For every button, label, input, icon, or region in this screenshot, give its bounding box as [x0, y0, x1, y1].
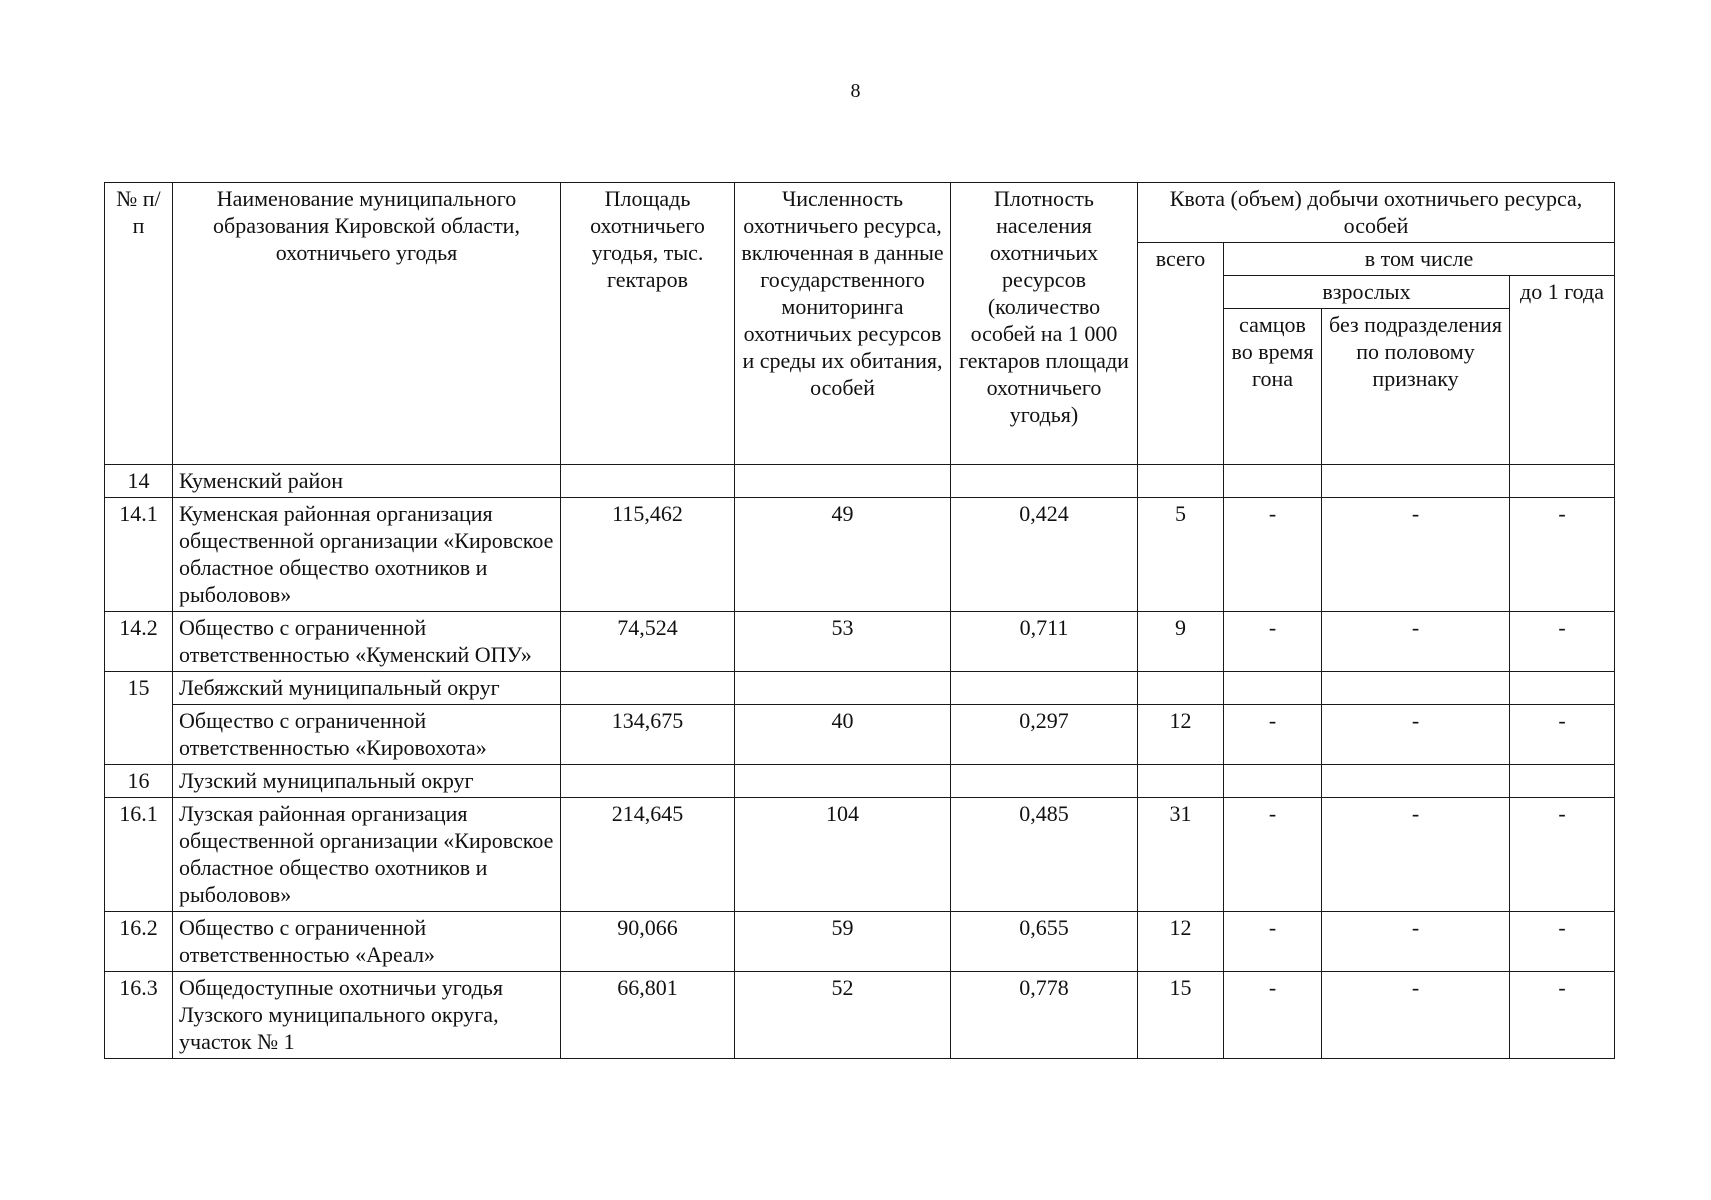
row-name: Общедоступные охотничьи угодья Лузского муниципального округа, участок № 1 [173, 972, 561, 1059]
row-area [561, 765, 735, 798]
header-males: самцов во время гона [1224, 309, 1322, 465]
header-name: Наименование муниципального образования Кировской области, охотничьего угодья [173, 183, 561, 465]
table-row [105, 765, 1615, 798]
row-males: - [1224, 498, 1322, 612]
row-nosex [1322, 465, 1510, 498]
row-name: Общество с ограниченной ответственностью «Куменский ОПУ» [173, 612, 561, 672]
row-nosex: - [1322, 498, 1510, 612]
row-under1 [1510, 765, 1615, 798]
row-density: 0,778 [951, 972, 1138, 1059]
row-nosex: - [1322, 972, 1510, 1059]
table-header [105, 183, 1615, 465]
header-nosex: без подразделения по половому признаку [1322, 309, 1510, 465]
row-population: 40 [735, 705, 951, 765]
row-nosex: - [1322, 612, 1510, 672]
row-under1 [1510, 465, 1615, 498]
row-total: 15 [1138, 972, 1224, 1059]
row-under1: - [1510, 798, 1615, 912]
row-total: 31 [1138, 798, 1224, 912]
header-num: № п/п [105, 183, 173, 465]
table-row [105, 972, 1615, 1059]
row-population [735, 672, 951, 705]
row-under1 [1510, 672, 1615, 705]
row-males: - [1224, 798, 1322, 912]
row-density [951, 465, 1138, 498]
row-area: 115,462 [561, 498, 735, 612]
row-area: 214,645 [561, 798, 735, 912]
row-nosex [1322, 765, 1510, 798]
row-total [1138, 765, 1224, 798]
row-num: 14.1 [105, 498, 173, 612]
row-under1: - [1510, 612, 1615, 672]
row-population: 53 [735, 612, 951, 672]
table-row [105, 672, 1615, 705]
row-total: 12 [1138, 912, 1224, 972]
table-row [105, 498, 1615, 612]
row-density: 0,485 [951, 798, 1138, 912]
row-num: 16.2 [105, 912, 173, 972]
row-density: 0,711 [951, 612, 1138, 672]
row-area: 74,524 [561, 612, 735, 672]
row-males: - [1224, 972, 1322, 1059]
row-name: Общество с ограниченной ответственностью «Кировохота» [173, 705, 561, 765]
row-density: 0,655 [951, 912, 1138, 972]
page-number: 8 [850, 80, 861, 102]
header-adults: взрослых [1224, 276, 1510, 309]
row-population: 52 [735, 972, 951, 1059]
row-num: 16 [105, 765, 173, 798]
header-including: в том числе [1224, 243, 1615, 276]
row-num: 16.1 [105, 798, 173, 912]
row-total: 5 [1138, 498, 1224, 612]
row-total [1138, 672, 1224, 705]
row-population: 104 [735, 798, 951, 912]
row-area [561, 465, 735, 498]
table-row [105, 912, 1615, 972]
header-total: всего [1138, 243, 1224, 465]
header-quota: Квота (объем) добычи охотничьего ресурса, особей [1138, 183, 1615, 243]
row-total: 12 [1138, 705, 1224, 765]
row-under1: - [1510, 705, 1615, 765]
row-name: Общество с ограниченной ответственностью «Ареал» [173, 912, 561, 972]
header-density: Плотность населения охотничьих ресурсов (количество особей на 1 000 гектаров площади охотничьего угодья) [951, 183, 1138, 465]
row-num: 15 [105, 672, 173, 765]
row-total: 9 [1138, 612, 1224, 672]
table-row [105, 798, 1615, 912]
header-area: Площадь охотничьего угодья, тыс. гектаров [561, 183, 735, 465]
row-population: 59 [735, 912, 951, 972]
row-males: - [1224, 705, 1322, 765]
row-nosex: - [1322, 705, 1510, 765]
row-population [735, 765, 951, 798]
row-males: - [1224, 912, 1322, 972]
table-row [105, 612, 1615, 672]
row-density: 0,424 [951, 498, 1138, 612]
row-area: 66,801 [561, 972, 735, 1059]
row-population [735, 465, 951, 498]
row-num: 14.2 [105, 612, 173, 672]
row-males [1224, 765, 1322, 798]
row-males: - [1224, 612, 1322, 672]
row-area: 90,066 [561, 912, 735, 972]
row-total [1138, 465, 1224, 498]
row-under1: - [1510, 972, 1615, 1059]
row-name: Лебяжский муниципальный округ [173, 672, 561, 705]
row-population: 49 [735, 498, 951, 612]
row-nosex: - [1322, 912, 1510, 972]
table-row [105, 705, 1615, 765]
row-area: 134,675 [561, 705, 735, 765]
row-num: 16.3 [105, 972, 173, 1059]
table-row [105, 465, 1615, 498]
row-under1: - [1510, 498, 1615, 612]
row-num: 14 [105, 465, 173, 498]
row-under1: - [1510, 912, 1615, 972]
row-area [561, 672, 735, 705]
header-under1: до 1 года [1510, 276, 1615, 465]
row-name: Лузская районная организация общественной организации «Кировское областное общество охотников и рыболовов» [173, 798, 561, 912]
row-nosex: - [1322, 798, 1510, 912]
row-density: 0,297 [951, 705, 1138, 765]
header-population: Численность охотничьего ресурса, включенная в данные государственного мониторинга охотничьих ресурсов и среды их обитания, особей [735, 183, 951, 465]
row-nosex [1322, 672, 1510, 705]
row-name: Куменская районная организация общественной организации «Кировское областное общество охотников и рыболовов» [173, 498, 561, 612]
row-males [1224, 672, 1322, 705]
row-name: Лузский муниципальный округ [173, 765, 561, 798]
quota-table [104, 182, 1615, 1059]
row-density [951, 765, 1138, 798]
row-name: Куменский район [173, 465, 561, 498]
row-density [951, 672, 1138, 705]
row-males [1224, 465, 1322, 498]
